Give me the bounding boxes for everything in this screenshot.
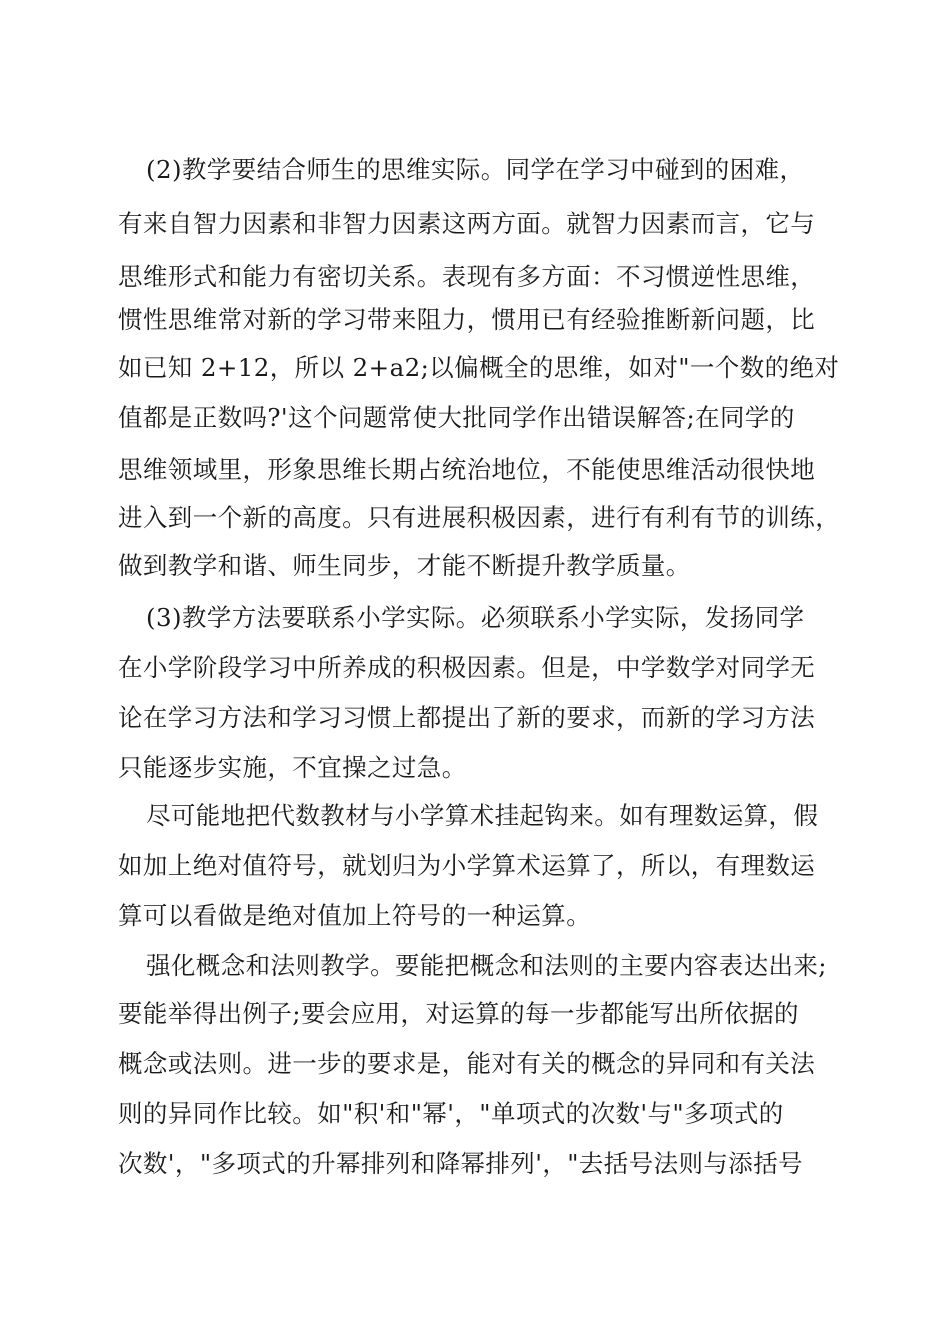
paragraph-line: (2)教学要结合师生的思维实际。同学在学习中碰到的困难， [146, 155, 805, 184]
paragraph-line: 惯性思维常对新的学习带来阻力，惯用已有经验推断新问题，比 [118, 305, 816, 334]
paragraph-line: 做到教学和谐、师生同步，才能不断提升教学质量。 [118, 551, 691, 580]
paragraph-line: 进入到一个新的高度。只有进展积极因素，进行有利有节的训练， [118, 503, 841, 532]
paragraph-line: 在小学阶段学习中所养成的积极因素。但是，中学数学对同学无 [118, 653, 816, 682]
paragraph-line: 论在学习方法和学习习惯上都提出了新的要求，而新的学习方法 [118, 703, 816, 732]
paragraph-line: 值都是正数吗?'这个问题常使大批同学作出错误解答;在同学的 [118, 403, 795, 432]
paragraph-line: 如加上绝对值符号，就划归为小学算术运算了，所以，有理数运 [118, 851, 816, 880]
paragraph-line: 则的异同作比较。如"积'和"幂'，"单项式的次数'与"多项式的 [118, 1099, 784, 1128]
paragraph-line: 要能举得出例子;要会应用，对运算的每一步都能写出所依据的 [118, 999, 799, 1028]
paragraph-line: 算可以看做是绝对值加上符号的一种运算。 [118, 901, 592, 930]
paragraph-line: 概念或法则。进一步的要求是，能对有关的概念的异同和有关法 [118, 1049, 816, 1078]
paragraph-line: 尽可能地把代数教材与小学算术挂起钩来。如有理数运算，假 [146, 801, 819, 830]
paragraph-line: 次数'，"多项式的升幂排列和降幂排列'，"去括号法则与添括号 [118, 1149, 804, 1178]
paragraph-line: 如已知 2+12，所以 2+a2;以偏概全的思维，如对"一个数的绝对 [118, 353, 840, 382]
paragraph-line: 有来自智力因素和非智力因素这两方面。就智力因素而言，它与 [118, 209, 816, 238]
paragraph-line: 思维领域里，形象思维长期占统治地位，不能使思维活动很快地 [118, 455, 816, 484]
paragraph-line: 思维形式和能力有密切关系。表现有多方面：不习惯逆性思维， [118, 262, 816, 291]
paragraph-line: 强化概念和法则教学。要能把概念和法则的主要内容表达出来; [146, 951, 827, 980]
paragraph-line: (3)教学方法要联系小学实际。必须联系小学实际，发扬同学 [146, 603, 805, 632]
paragraph-line: 只能逐步实施，不宜操之过急。 [118, 753, 467, 782]
